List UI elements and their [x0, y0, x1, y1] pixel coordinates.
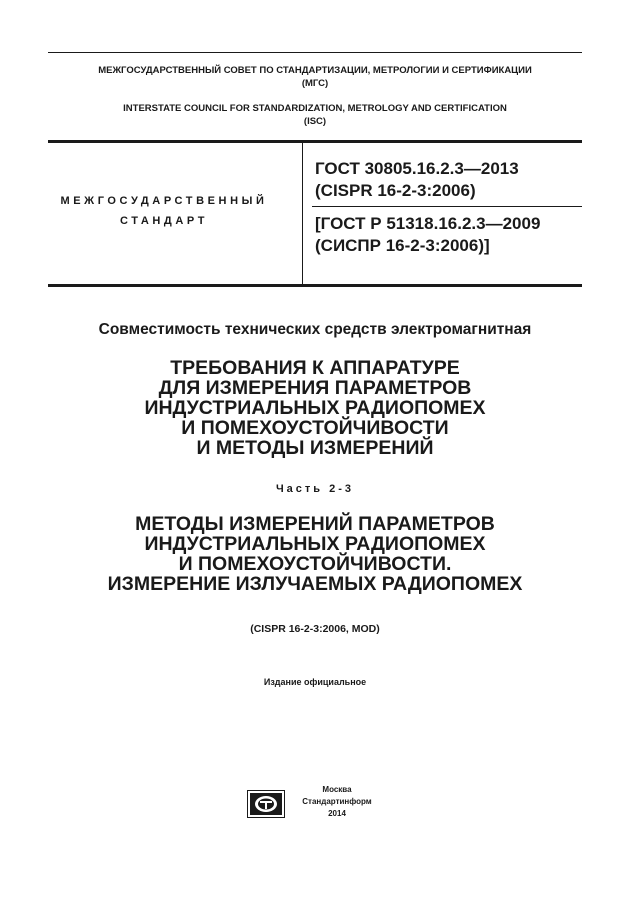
body-thick-rule — [48, 284, 582, 287]
cispr-mod-reference: (CISPR 16-2-3:2006, MOD) — [250, 623, 380, 635]
standard-kind-line1: МЕЖГОСУДАРСТВЕННЫЙ — [60, 195, 268, 207]
main-title-line: ТРЕБОВАНИЯ К АППАРАТУРЕ — [170, 357, 460, 379]
publisher-city: Москва — [322, 785, 352, 794]
sub-title-line: И ПОМЕХОУСТОЙЧИВОСТИ. — [178, 553, 452, 575]
main-title-line: И ПОМЕХОУСТОЙЧИВОСТИ — [181, 417, 449, 439]
gost-r-designation: [ГОСТ Р 51318.16.2.3—2009 — [315, 214, 541, 233]
sub-title-line: ИЗМЕРЕНИЕ ИЗЛУЧАЕМЫХ РАДИОПОМЕХ — [107, 573, 523, 595]
council-en-block — [48, 102, 582, 128]
council-en-abbr: (ISC) — [303, 116, 327, 127]
council-ru-abbr: (МГС) — [301, 78, 329, 89]
publication-year: 2014 — [328, 809, 346, 818]
top-rule — [48, 52, 582, 53]
logo-graphic — [247, 790, 285, 818]
main-title-line: ИНДУСТРИАЛЬНЫХ РАДИОПОМЕХ — [144, 397, 486, 419]
topic-heading: Совместимость технических средств электромагнитная — [98, 321, 532, 338]
sispr-designation: (СИСПР 16-2-3:2006)] — [315, 236, 490, 255]
sub-title — [0, 514, 630, 594]
council-ru-block — [48, 64, 582, 90]
main-title-line: ДЛЯ ИЗМЕРЕНИЯ ПАРАМЕТРОВ — [158, 377, 472, 399]
publisher-name: Стандартинформ — [302, 797, 372, 806]
council-ru-text: МЕЖГОСУДАРСТВЕННЫЙ СОВЕТ ПО СТАНДАРТИЗАЦИИ, МЕТРОЛОГИИ И СЕРТИФИКАЦИИ — [98, 65, 532, 76]
sub-title-line: МЕТОДЫ ИЗМЕРЕНИЙ ПАРАМЕТРОВ — [135, 513, 495, 535]
standard-kind-line2: СТАНДАРТ — [119, 215, 209, 227]
part-label: Часть 2-3 — [275, 483, 355, 495]
cispr-designation: (CISPR 16-2-3:2006) — [315, 181, 476, 200]
edition-label: Издание официальное — [263, 677, 367, 687]
header-thick-rule — [48, 140, 582, 143]
standartinform-logo-icon — [247, 790, 285, 818]
sub-title-line: ИНДУСТРИАЛЬНЫХ РАДИОПОМЕХ — [144, 533, 486, 555]
vertical-divider — [302, 143, 303, 286]
main-title-line: И МЕТОДЫ ИЗМЕРЕНИЙ — [196, 437, 434, 459]
designation-separator — [312, 206, 582, 207]
main-title — [0, 358, 630, 458]
council-en-text: INTERSTATE COUNCIL FOR STANDARDIZATION, METROLOGY AND CERTIFICATION — [123, 103, 507, 114]
gost-designation: ГОСТ 30805.16.2.3—2013 — [315, 159, 519, 178]
